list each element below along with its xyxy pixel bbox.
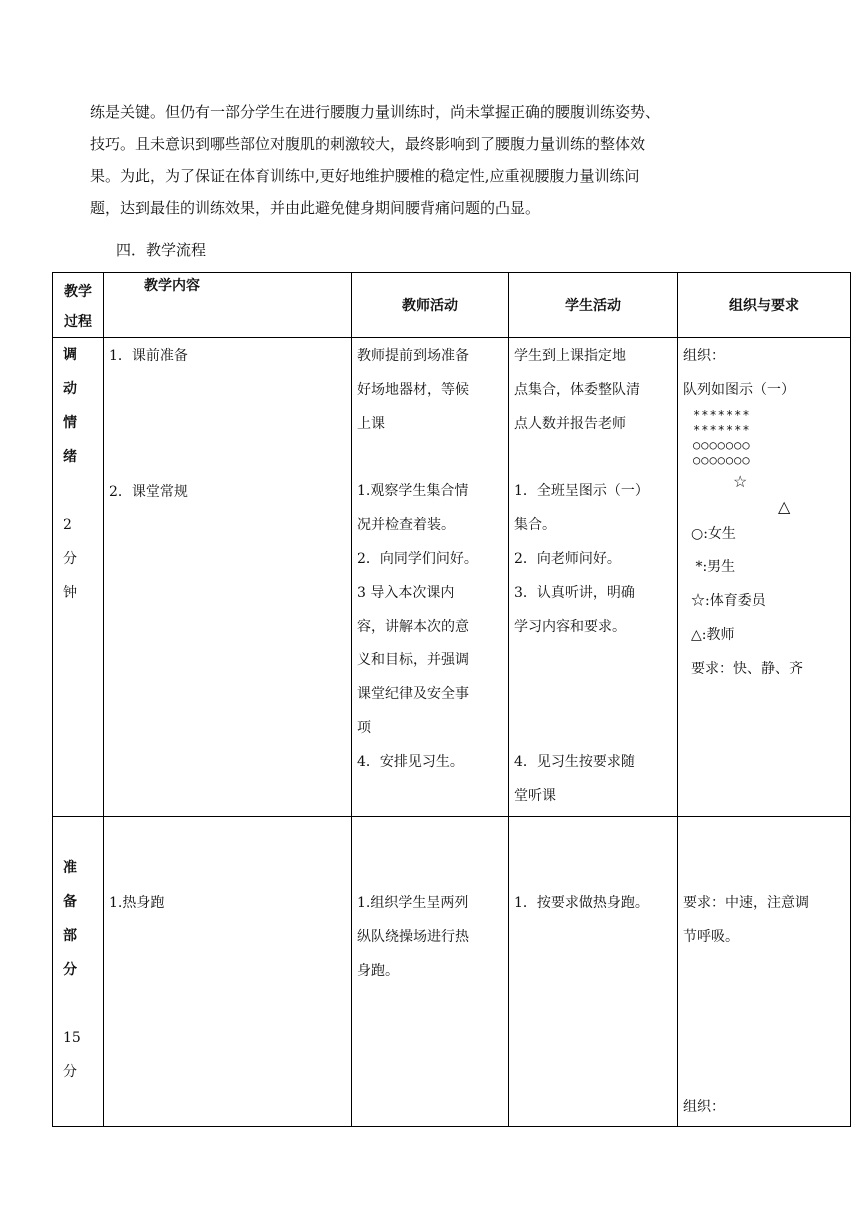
- student-line: 集合。: [514, 517, 556, 534]
- legend-item: *:男生: [691, 559, 736, 576]
- formation-row-male: *******: [693, 407, 751, 422]
- teacher-line: 1.组织学生呈两列: [357, 894, 469, 911]
- student-cell: [509, 338, 678, 817]
- teacher-line: 1.观察学生集合情: [357, 483, 469, 500]
- process-time: 钟: [63, 585, 77, 601]
- teacher-line: 纵队绕操场进行热: [357, 928, 469, 945]
- process-cell: [53, 816, 104, 1126]
- section-heading: 四．教学流程: [116, 241, 207, 259]
- teacher-line: 课堂纪律及安全事: [357, 686, 469, 703]
- sports-committee-marker: ☆: [733, 471, 748, 491]
- content-cell: [104, 816, 352, 1126]
- process-char: 调: [63, 347, 77, 363]
- organization-cell: [678, 816, 851, 1126]
- teaching-process-table: [52, 272, 851, 1127]
- content-item: 2．课堂常规: [109, 483, 188, 500]
- legend-item: △:教师: [691, 626, 735, 643]
- formation-legend: [683, 518, 845, 687]
- teacher-line: 3 导入本次课内: [357, 584, 455, 601]
- organization-cell: [678, 338, 851, 817]
- org-formation-caption: 队列如图示（一）: [683, 381, 795, 398]
- formation-diagram: [693, 408, 845, 468]
- student-line: 1．按要求做热身跑。: [514, 894, 649, 911]
- intro-paragraph: [90, 96, 780, 224]
- teacher-line: 上课: [357, 415, 385, 432]
- header-teacher: 教师活动: [352, 273, 509, 338]
- teacher-line: 好场地器材，等候: [357, 381, 469, 398]
- student-line: 堂听课: [514, 788, 556, 805]
- student-line: 1．全班呈图示（一）: [514, 483, 649, 500]
- process-cell: [53, 338, 104, 817]
- process-char: 备: [63, 893, 77, 910]
- student-line: 4．见习生按要求随: [514, 754, 635, 771]
- process-char: 情: [63, 415, 77, 431]
- header-student: 学生活动: [509, 273, 678, 338]
- student-line: 点集合，体委整队清: [514, 381, 640, 398]
- process-char: 分: [63, 961, 77, 978]
- process-char: 绪: [63, 449, 77, 465]
- legend-item: 要求：快、静、齐: [691, 660, 803, 677]
- process-char: 动: [63, 381, 77, 397]
- teacher-line: 项: [357, 719, 371, 736]
- org-label: 组织：: [683, 348, 725, 364]
- header-process: 教学 过程: [53, 273, 104, 338]
- teacher-cell: [352, 338, 509, 817]
- teacher-line: 义和目标，并强调: [357, 652, 469, 669]
- table-header-row: [53, 273, 851, 338]
- intro-line: 题，达到最佳的训练效果，并由此避免健身期间腰背痛问题的凸显。: [90, 199, 541, 217]
- formation-row-female: ○○○○○○○: [693, 452, 751, 467]
- teacher-line: 4．安排见习生。: [357, 753, 464, 770]
- student-line: 2．向老师问好。: [514, 550, 621, 567]
- process-time: 2: [63, 517, 72, 533]
- teacher-cell: [352, 816, 509, 1126]
- student-line: 点人数并报告老师: [514, 415, 626, 432]
- process-time: 15: [63, 1029, 81, 1046]
- student-cell: [509, 816, 678, 1126]
- org-requirement: 要求：中速，注意调: [683, 894, 809, 911]
- process-time: 分: [63, 551, 77, 567]
- org-requirement: 节呼吸。: [683, 928, 739, 945]
- process-char: 部: [63, 927, 77, 944]
- content-item: 1．课前准备: [109, 348, 188, 364]
- process-time: 分: [63, 1063, 77, 1080]
- formation-row-male: *******: [693, 422, 751, 437]
- formation-row-female: ○○○○○○○: [693, 437, 751, 452]
- header-organization: 组织与要求: [678, 273, 851, 338]
- content-item: 1.热身跑: [109, 894, 165, 911]
- org-label: 组织：: [683, 1098, 725, 1115]
- teacher-line: 教师提前到场准备: [357, 348, 469, 364]
- process-char: 准: [63, 859, 77, 876]
- teacher-line: 容，讲解本次的意: [357, 618, 469, 635]
- table-row: [53, 816, 851, 1126]
- content-cell: [104, 338, 352, 817]
- legend-item: ☆:体育委员: [691, 593, 766, 610]
- legend-item: ○:女生: [691, 525, 736, 542]
- teacher-line: 身跑。: [357, 962, 399, 979]
- intro-line: 技巧。且未意识到哪些部位对腹肌的刺激较大，最终影响到了腰腹力量训练的整体效: [90, 135, 646, 153]
- student-line: 学生到上课指定地: [514, 348, 626, 364]
- intro-line: 练是关键。但仍有一部分学生在进行腰腹力量训练时，尚未掌握正确的腰腹训练姿势、: [90, 103, 661, 121]
- teacher-line: 况并检查着装。: [357, 517, 455, 534]
- intro-line: 果。为此，为了保证在体育训练中,更好地维护腰椎的稳定性,应重视腰腹力量训练问: [90, 167, 640, 185]
- table-row: [53, 338, 851, 817]
- student-line: 学习内容和要求。: [514, 618, 626, 635]
- teacher-line: 2．向同学们问好。: [357, 550, 478, 567]
- teacher-marker: △: [778, 496, 791, 516]
- student-line: 3．认真听讲，明确: [514, 584, 635, 601]
- header-content: 教学内容: [104, 273, 352, 338]
